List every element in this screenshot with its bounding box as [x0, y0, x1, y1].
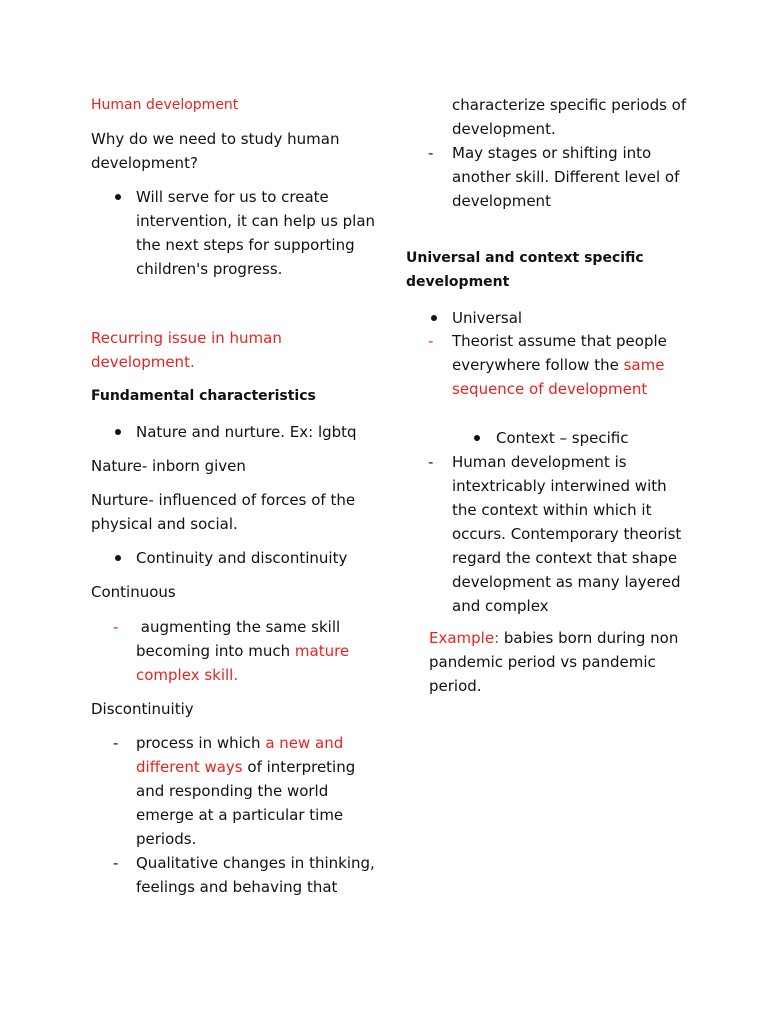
bullet-icon: [115, 194, 121, 200]
stages-line-1: May stages or shifting into: [452, 144, 652, 162]
bullet-reason-line-2: intervention, it can help us plan: [136, 212, 376, 230]
highlight-a-new-and: a new and: [265, 734, 344, 752]
bullet-context-specific-text: Context – specific: [496, 429, 629, 447]
example-line-2: pandemic period vs pandemic: [429, 653, 656, 671]
continuous-item-line-3: complex skill.: [136, 666, 239, 684]
dash-icon: -: [428, 453, 434, 471]
recurring-heading-line-2: development.: [91, 353, 195, 371]
universal-heading-line-1: Universal and context specific: [406, 250, 644, 266]
bullet-reason-line-4: children's progress.: [136, 260, 283, 278]
bullet-reason-line-1: Will serve for us to create: [136, 188, 329, 206]
human-dev-line-4: occurs. Contemporary theorist: [452, 525, 682, 543]
continued-text: [452, 93, 712, 141]
example-paragraph: [429, 626, 699, 698]
discontinuity-item-line-2: different ways of interpreting: [136, 758, 356, 776]
continuous-item-line-2: becoming into much mature: [136, 642, 350, 660]
bullet-reason-line-3: the next steps for supporting: [136, 236, 355, 254]
example-label: Example:: [429, 629, 500, 647]
human-dev-line-1: Human development is: [452, 453, 627, 471]
nurture-definition-line-2: physical and social.: [91, 515, 238, 533]
qualitative-line-1: Qualitative changes in thinking,: [136, 854, 375, 872]
bullet-icon: [115, 555, 121, 561]
discontinuity-item-line-1: process in which a new and: [136, 734, 344, 752]
human-dev-line-2: intextricably interwined with: [452, 477, 667, 495]
stages-line-2: another skill. Different level of: [452, 168, 680, 186]
human-dev-line-3: the context within which it: [452, 501, 652, 519]
highlight-complex-skill: complex skill: [136, 666, 234, 684]
theorist-line-2: everywhere follow the same: [452, 356, 665, 374]
dash-icon: -: [113, 734, 119, 752]
highlight-different-ways: different ways: [136, 758, 243, 776]
bullet-nature-nurture-text: Nature and nurture. Ex: lgbtq: [136, 423, 357, 441]
universal-heading-line-2: development: [406, 274, 510, 290]
dash-icon: -: [113, 854, 119, 872]
nurture-definition-line-1: Nurture- influenced of forces of the: [91, 491, 356, 509]
highlight-same: same: [623, 356, 665, 374]
continuous-heading: Continuous: [91, 583, 176, 601]
bullet-icon: [431, 315, 437, 321]
question-line-1: Why do we need to study human: [91, 130, 340, 148]
dash-icon: -: [428, 144, 434, 162]
dash-icon: -: [428, 332, 434, 350]
discontinuity-item-line-3: and responding the world: [136, 782, 329, 800]
discontinuity-item-line-4: emerge at a particular time: [136, 806, 344, 824]
dash-icon: -: [113, 618, 119, 636]
continued-line-2: development.: [452, 120, 556, 138]
recurring-heading-line-1: Recurring issue in human: [91, 329, 282, 347]
example-line-3: period.: [429, 677, 482, 695]
question-line-2: development?: [91, 154, 198, 172]
continuous-item-line-1: augmenting the same skill: [136, 618, 341, 636]
discontinuity-item-line-5: periods.: [136, 830, 197, 848]
bullet-continuity-text: Continuity and discontinuity: [136, 549, 348, 567]
highlight-mature: mature: [294, 642, 350, 660]
theorist-line-1: Theorist assume that people: [452, 332, 667, 350]
example-line-1: Example: babies born during non: [429, 629, 679, 647]
stages-line-3: development: [452, 192, 551, 210]
human-dev-line-7: and complex: [452, 597, 549, 615]
human-dev-line-6: development as many layered: [452, 573, 681, 591]
bullet-universal-text: Universal: [452, 309, 523, 327]
bullet-icon: [474, 435, 480, 441]
nature-definition: Nature- inborn given: [91, 457, 246, 475]
section-title-human-development: Human development: [91, 97, 239, 113]
fundamental-characteristics-heading: Fundamental characteristics: [91, 388, 316, 404]
bullet-icon: [115, 429, 121, 435]
highlight-sequence-of-development: sequence of development: [452, 380, 648, 398]
continued-line-1: characterize specific periods of: [452, 96, 687, 114]
discontinuity-heading: Discontinuitiy: [91, 700, 194, 718]
qualitative-line-2: feelings and behaving that: [136, 878, 338, 896]
human-dev-line-5: regard the context that shape: [452, 549, 678, 567]
